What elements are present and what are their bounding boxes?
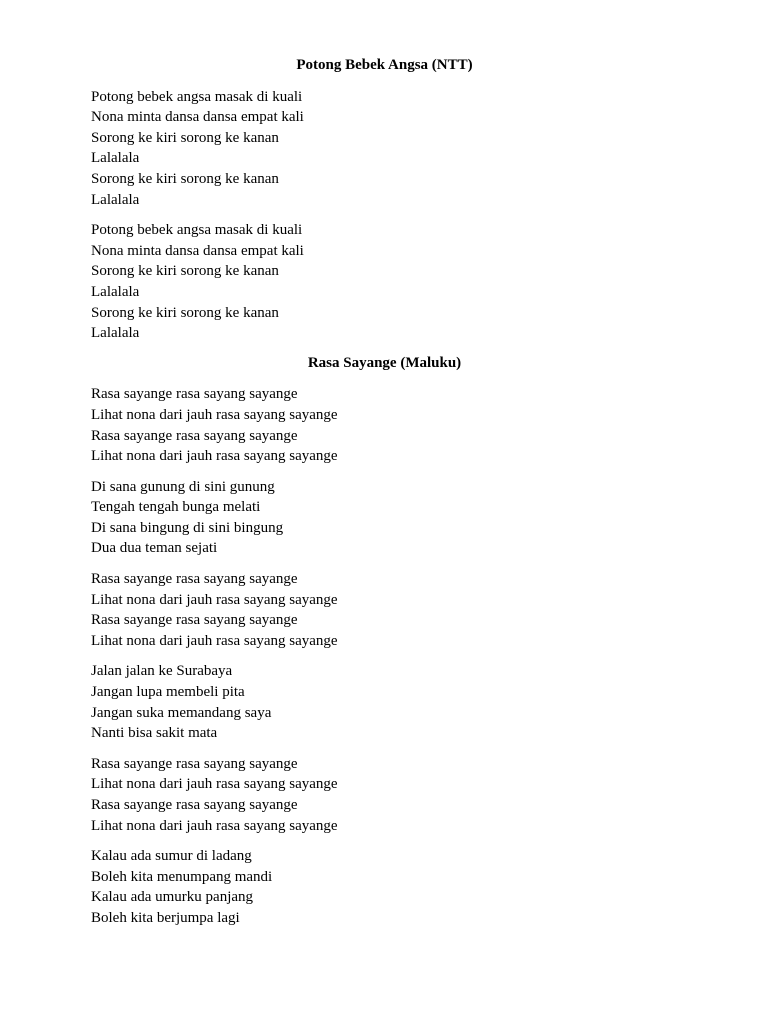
lyric-line: Lihat nona dari jauh rasa sayang sayange [91, 406, 338, 423]
stanza [91, 220, 678, 344]
song-potong-bebek-angsa [91, 55, 678, 344]
lyric-line: Lalalala [91, 283, 140, 300]
song-title: Potong Bebek Angsa (NTT) [296, 57, 473, 73]
stanza [91, 477, 678, 559]
stanza [91, 846, 678, 928]
lyric-line: Jalan jalan ke Surabaya [91, 663, 233, 680]
lyric-line: Rasa sayange rasa sayang sayange [91, 797, 298, 813]
stanza [91, 384, 678, 466]
lyric-line: Potong bebek angsa masak di kuali [91, 88, 303, 105]
stanza [91, 87, 678, 211]
lyric-line: Lihat nona dari jauh rasa sayang sayange [91, 776, 338, 793]
lyric-line: Nona minta dansa dansa empat kali [91, 242, 304, 259]
lyric-line: Kalau ada sumur di ladang [91, 848, 252, 865]
lyric-line: Rasa sayange rasa sayang sayange [91, 386, 298, 403]
lyric-line: Lihat nona dari jauh rasa sayang sayange [91, 591, 338, 608]
lyric-line: Sorong ke kiri sorong ke kanan [91, 170, 279, 187]
lyric-line: Lalalala [91, 325, 140, 342]
lyric-line: Tengah tengah bunga melati [91, 499, 261, 516]
lyric-line: Lihat nona dari jauh rasa sayang sayange [91, 817, 338, 834]
lyric-line: Nona minta dansa dansa empat kali [91, 109, 304, 126]
document-page [91, 55, 678, 929]
lyric-line: Lalalala [91, 191, 140, 208]
lyric-line: Boleh kita menumpang mandi [91, 868, 273, 885]
lyric-line: Jangan lupa membeli pita [91, 684, 245, 701]
lyric-line: Lihat nona dari jauh rasa sayang sayange [91, 632, 338, 649]
song-rasa-sayange [91, 353, 678, 929]
lyric-line: Sorong ke kiri sorong ke kanan [91, 304, 279, 321]
song-title: Rasa Sayange (Maluku) [307, 354, 462, 371]
lyric-line: Rasa sayange rasa sayang sayange [91, 612, 298, 629]
lyric-line: Rasa sayange rasa sayang sayange [91, 427, 298, 444]
stanza [91, 569, 678, 651]
lyric-line: Di sana bingung di sini bingung [91, 519, 284, 536]
lyric-line: Dua dua teman sejati [91, 540, 218, 557]
lyric-line: Sorong ke kiri sorong ke kanan [91, 263, 279, 280]
lyric-line: Sorong ke kiri sorong ke kanan [91, 129, 279, 146]
lyric-line: Jangan suka memandang saya [91, 704, 272, 721]
lyric-line: Lihat nona dari jauh rasa sayang sayange [91, 448, 338, 465]
stanza [91, 754, 678, 836]
stanza [91, 661, 678, 743]
lyric-line: Rasa sayange rasa sayang sayange [91, 571, 298, 588]
lyric-line: Kalau ada umurku panjang [91, 889, 254, 906]
lyric-line: Di sana gunung di sini gunung [91, 478, 275, 495]
lyric-line: Rasa sayange rasa sayang sayange [91, 755, 298, 772]
lyric-line: Potong bebek angsa masak di kuali [91, 222, 303, 239]
lyric-line: Nanti bisa sakit mata [91, 725, 218, 742]
lyric-line: Boleh kita berjumpa lagi [91, 909, 240, 926]
lyric-line: Lalalala [91, 150, 140, 167]
